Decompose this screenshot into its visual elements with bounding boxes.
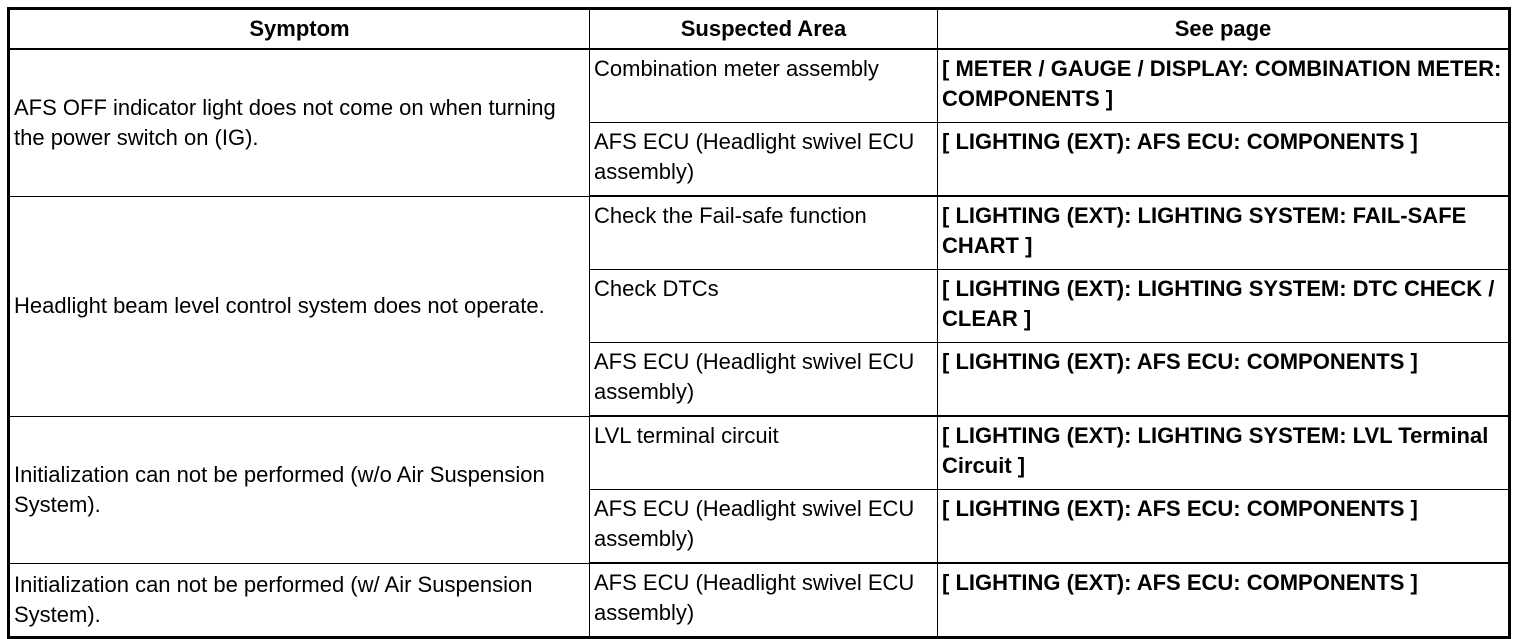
see-page-link[interactable]: [ METER / GAUGE / DISPLAY: COMBINATION METER: COMPONENTS ] — [938, 49, 1510, 123]
header-see-page: See page — [938, 9, 1510, 50]
suspected-area-cell: Combination meter assembly — [590, 49, 938, 123]
suspected-area-cell: Check DTCs — [590, 270, 938, 343]
suspected-area-cell: AFS ECU (Headlight swivel ECU assembly) — [590, 490, 938, 564]
suspected-area-cell: AFS ECU (Headlight swivel ECU assembly) — [590, 563, 938, 638]
see-page-link[interactable]: [ LIGHTING (EXT): AFS ECU: COMPONENTS ] — [938, 490, 1510, 564]
suspected-area-cell: AFS ECU (Headlight swivel ECU assembly) — [590, 123, 938, 197]
symptom-cell: Initialization can not be performed (w/ Air Suspension System). — [9, 563, 590, 638]
suspected-area-cell: LVL terminal circuit — [590, 416, 938, 490]
header-symptom: Symptom — [9, 9, 590, 50]
table-row — [9, 416, 1510, 490]
symptom-cell: Headlight beam level control system does not operate. — [9, 196, 590, 416]
table-row — [9, 49, 1510, 123]
see-page-link[interactable]: [ LIGHTING (EXT): LIGHTING SYSTEM: LVL Terminal Circuit ] — [938, 416, 1510, 490]
suspected-area-cell: Check the Fail-safe function — [590, 196, 938, 270]
table-row — [9, 196, 1510, 270]
see-page-link[interactable]: [ LIGHTING (EXT): LIGHTING SYSTEM: FAIL-SAFE CHART ] — [938, 196, 1510, 270]
see-page-link[interactable]: [ LIGHTING (EXT): AFS ECU: COMPONENTS ] — [938, 563, 1510, 638]
table-row — [9, 563, 1510, 638]
problem-symptoms-table — [7, 7, 1511, 639]
see-page-link[interactable]: [ LIGHTING (EXT): LIGHTING SYSTEM: DTC CHECK / CLEAR ] — [938, 270, 1510, 343]
symptom-cell: AFS OFF indicator light does not come on when turning the power switch on (IG). — [9, 49, 590, 196]
symptom-cell: Initialization can not be performed (w/o Air Suspension System). — [9, 416, 590, 563]
suspected-area-cell: AFS ECU (Headlight swivel ECU assembly) — [590, 343, 938, 417]
header-suspected-area: Suspected Area — [590, 9, 938, 50]
table-header-row — [9, 9, 1510, 50]
problem-symptoms-table-wrapper — [7, 7, 1511, 639]
see-page-link[interactable]: [ LIGHTING (EXT): AFS ECU: COMPONENTS ] — [938, 123, 1510, 197]
see-page-link[interactable]: [ LIGHTING (EXT): AFS ECU: COMPONENTS ] — [938, 343, 1510, 417]
